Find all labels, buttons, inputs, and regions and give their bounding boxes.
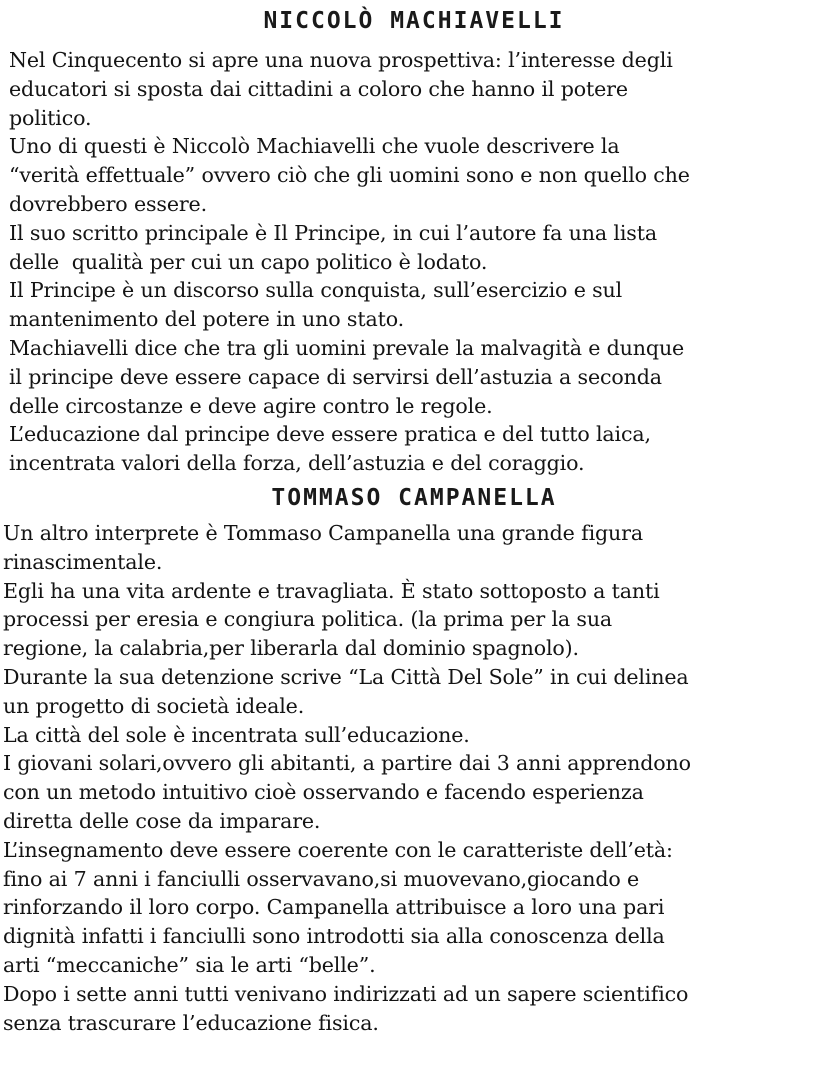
text-line: mantenimento del potere in uno stato. xyxy=(9,307,405,332)
section-body-machiavelli xyxy=(9,46,690,478)
text-line: L’insegnamento deve essere coerente con le caratteriste dell’età: xyxy=(3,837,673,862)
text-line: educatori si sposta dai cittadini a coloro che hanno il potere xyxy=(9,76,628,101)
text-line: il principe deve essere capace di servirsi dell’astuzia a seconda xyxy=(9,364,662,389)
text-line: Durante la sua detenzione scrive “La Città Del Sole” in cui delinea xyxy=(3,664,689,689)
text-line: L’educazione dal principe deve essere pratica e del tutto laica, xyxy=(9,422,651,447)
text-line: Machiavelli dice che tra gli uomini prevale la malvagità e dunque xyxy=(9,335,685,360)
text-line: rinforzando il loro corpo. Campanella attribuisce a loro una pari xyxy=(3,895,665,920)
text-line: Il suo scritto principale è Il Principe, in cui l’autore fa una lista xyxy=(9,220,657,245)
text-line: Nel Cinquecento si apre una nuova prospettiva: l’interesse degli xyxy=(9,48,673,72)
text-line: delle qualità per cui un capo politico è lodato. xyxy=(9,249,488,274)
text-line: un progetto di società ideale. xyxy=(3,693,305,718)
text-line: Dopo i sette anni tutti venivano indirizzati ad un sapere scientifico xyxy=(3,981,689,1006)
text-line: I giovani solari,ovvero gli abitanti, a partire dai 3 anni apprendono xyxy=(3,751,691,776)
section-title-campanella: TOMMASO CAMPANELLA xyxy=(271,485,557,511)
text-line: diretta delle cose da imparare. xyxy=(3,808,321,833)
text-line: Il Principe è un discorso sulla conquista, sull’esercizio e sul xyxy=(9,278,623,303)
text-line: Uno di questi è Niccolò Machiavelli che vuole descrivere la xyxy=(9,134,620,159)
section-title-machiavelli: NICCOLÒ MACHIAVELLI xyxy=(263,8,565,34)
text-line: con un metodo intuitivo cioè osservando e facendo esperienza xyxy=(3,780,644,805)
text-line: Egli ha una vita ardente e travagliata. È stato sottoposto a tanti xyxy=(3,578,660,603)
text-line: arti “meccaniche” sia le arti “belle”. xyxy=(3,952,376,977)
section-body-campanella xyxy=(3,519,691,1037)
text-line: rinascimentale. xyxy=(3,549,163,574)
text-line: processi per eresia e congiura politica. (la prima per la sua xyxy=(3,607,613,632)
text-line: delle circostanze e deve agire contro le regole. xyxy=(9,393,493,418)
text-line: dovrebbero essere. xyxy=(9,191,207,216)
text-line: senza trascurare l’educazione fisica. xyxy=(3,1010,379,1035)
text-line: fino ai 7 anni i fanciulli osservavano,si muovevano,giocando e xyxy=(3,866,640,891)
text-line: incentrata valori della forza, dell’astuzia e del coraggio. xyxy=(9,451,585,476)
text-line: “verità effettuale” ovvero ciò che gli uomini sono e non quello che xyxy=(9,163,690,188)
text-line: regione, la calabria,per liberarla dal dominio spagnolo). xyxy=(3,636,579,661)
text-line: La città del sole è incentrata sull’educazione. xyxy=(3,722,470,747)
text-line: Un altro interprete è Tommaso Campanella una grande figura xyxy=(3,521,643,545)
text-line: dignità infatti i fanciulli sono introdotti sia alla conoscenza della xyxy=(3,924,665,949)
text-line: politico. xyxy=(9,105,92,130)
